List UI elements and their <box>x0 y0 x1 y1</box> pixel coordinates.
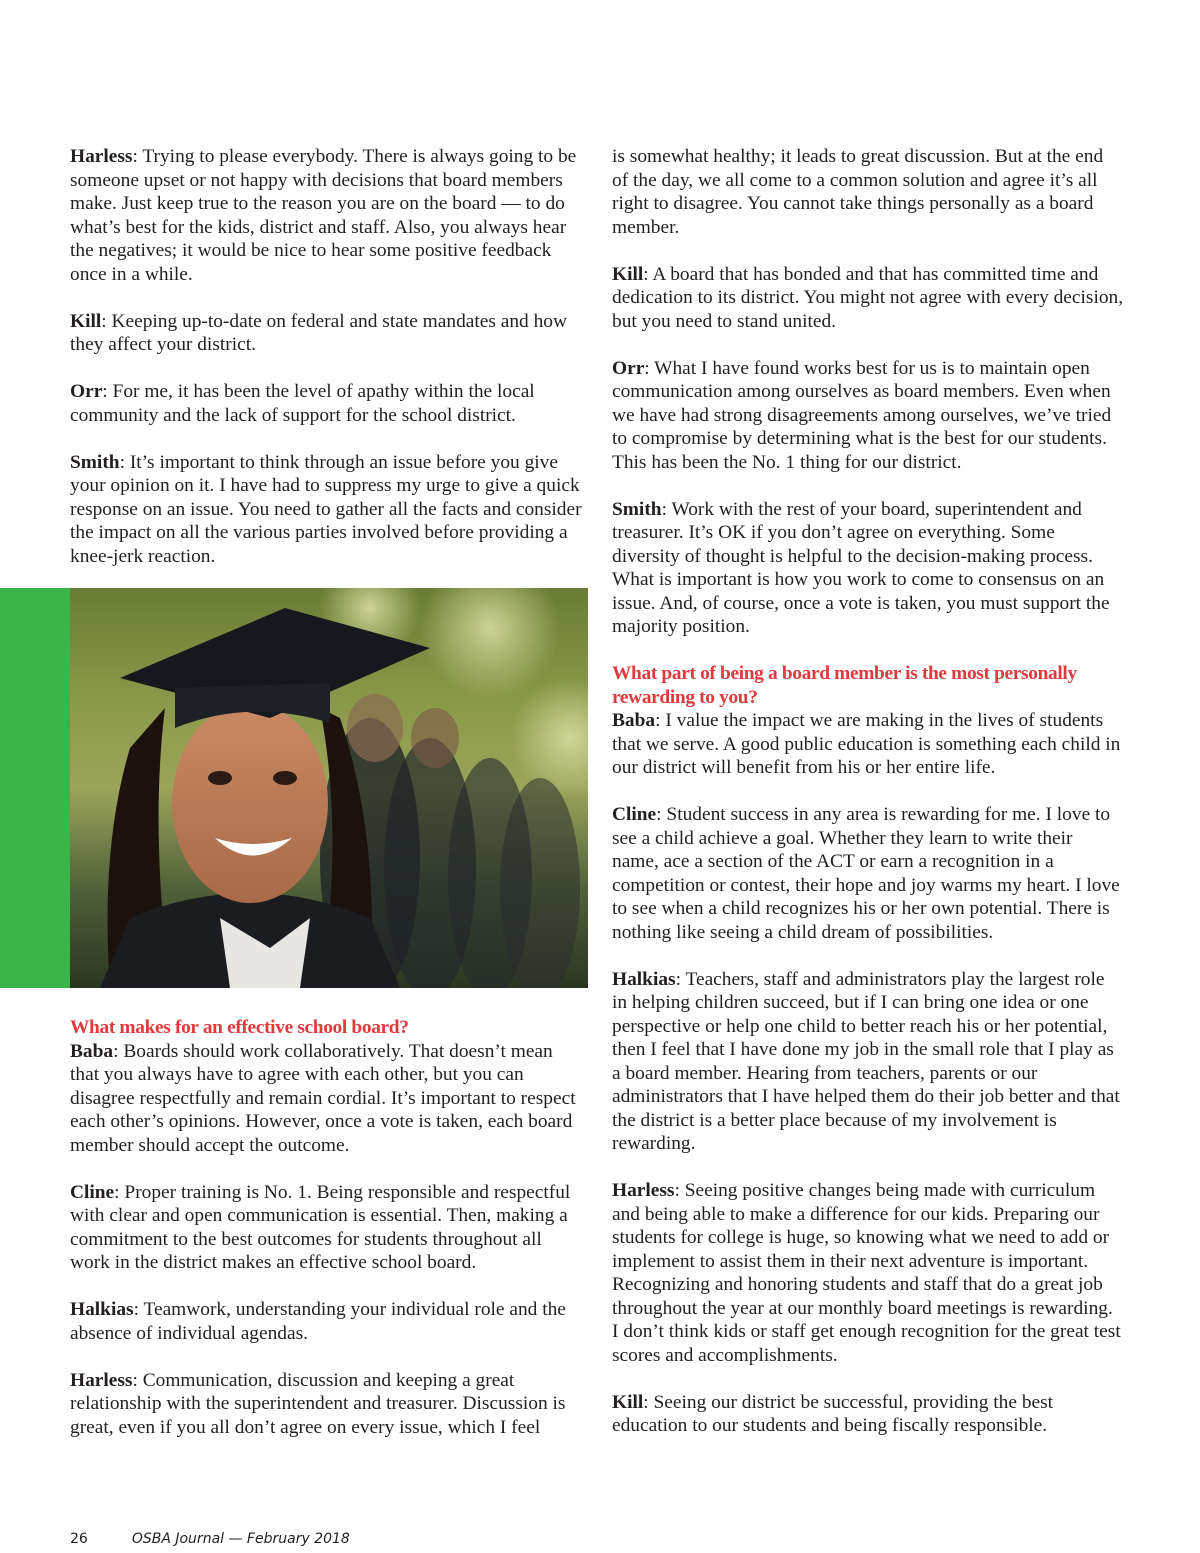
answer-paragraph <box>612 357 1124 475</box>
answer-text: : Student success in any area is rewarding for me. I love to see a child achieve a goal. Whether they learn to write their name, ace a section of the ACT or earn a recognition in a competition or contest, their hope and joy warms my heart. I love to see when a child recognizes his or her own potential. There is nothing like seeing a child dream of possibilities. <box>612 804 1120 943</box>
speaker-name: Baba <box>70 1040 114 1062</box>
right-column <box>612 145 1124 1438</box>
speaker-name: Harless <box>612 1180 675 1201</box>
answer-paragraph <box>612 498 1124 639</box>
answer-text: : Boards should work collaboratively. That doesn’t mean that you always have to agree with each other, but you can disagree respectfully and remain cordial. It’s important to respect each other’s opinions. However, once a vote is taken, each board member should accept the outcome. <box>70 1040 576 1156</box>
answer-text: : Teachers, staff and administrators play the largest role in helping children succeed, but if I can bring one idea or one perspective or help one child to better reach his or her potential, then I feel that I have done my job in the small role that I play as a board member. Hearing from teachers, parents or our administrators that I have helped them do their job better and that the district is a better place because of my involvement is rewarding. <box>612 968 1120 1154</box>
speaker-name: Harless <box>70 1369 133 1391</box>
answer-text: is somewhat healthy; it leads to great discussion. But at the end of the day, we all come to a common solution and agree it’s all right to disagree. You cannot take things personally as a board member. <box>612 146 1104 238</box>
answer-text: : Work with the rest of your board, superintendent and treasurer. It’s OK if you don’t agree on everything. Some diversity of thought is helpful to the decision-making process. What is important is how you work to come to consensus on an issue. And, of course, once a vote is taken, you must support the majority position. <box>612 498 1110 637</box>
speaker-name: Halkias <box>612 968 676 990</box>
answer-text: : A board that has bonded and that has committed time and dedication to its district. You might not agree with every decision, but you need to stand united. <box>612 263 1124 332</box>
speaker-name: Baba <box>612 710 656 731</box>
graduate-photo <box>70 588 588 988</box>
speaker-name: Kill <box>612 1391 644 1413</box>
page-number: 26 <box>70 1531 88 1547</box>
speaker-name: Smith <box>70 451 120 473</box>
answer-text: : Trying to please everybody. There is always going to be someone upset or not happy with decisions that board members make. Just keep true to the reason you are on the board — to do what’s best for the kids, district and staff. Also, you always hear the negatives; it would be nice to hear some positive feedback once in a while. <box>70 146 577 285</box>
question-block-effective <box>70 1016 582 1157</box>
answer-paragraph <box>70 145 582 286</box>
question-block-rewarding <box>612 662 1124 780</box>
answer-text: : It’s important to think through an issue before you give your opinion on it. I have had to suppress my urge to give a quick response on an issue. You need to gather all the facts and consider the impact on all the various parties involved before providing a knee-jerk reaction. <box>70 451 582 567</box>
answer-paragraph <box>70 1181 582 1275</box>
answer-paragraph <box>70 310 582 357</box>
answer-text: : Proper training is No. 1. Being responsible and respectful with clear and open communication is essential. Then, making a commitment to the best outcomes for students throughout all work in the district makes an effective school board. <box>70 1181 571 1273</box>
speaker-name: Cline <box>70 1181 115 1203</box>
speaker-name: Harless <box>70 146 133 167</box>
answer-text: : Seeing positive changes being made with curriculum and being able to make a difference for our kids. Preparing our students for college is huge, so knowing what we need to add or implement to assist them in their next adventure is important. Recognizing and honoring students and staff that do a great job throughout the year at our monthly board meetings is rewarding. I don’t think kids or staff get enough recognition for the great test scores and accomplishments. <box>612 1180 1121 1366</box>
graduate-photo-illustration <box>70 588 588 988</box>
answer-paragraph <box>70 1040 582 1158</box>
green-accent-bar <box>0 588 70 988</box>
page-footer <box>70 1531 350 1547</box>
speaker-name: Kill <box>70 310 102 332</box>
answer-text: : Keeping up-to-date on federal and state mandates and how they affect your district. <box>70 310 567 355</box>
answer-text: : Seeing our district be successful, providing the best education to our students and being fiscally responsible. <box>612 1391 1054 1436</box>
speaker-name: Halkias <box>70 1299 134 1320</box>
publication-name: OSBA Journal — February 2018 <box>131 1531 350 1547</box>
answer-text: : Teamwork, understanding your individual role and the absence of individual agendas. <box>70 1299 566 1344</box>
speaker-name: Smith <box>612 498 662 520</box>
speaker-name: Cline <box>612 804 657 825</box>
speaker-name: Kill <box>612 263 644 285</box>
answer-text: : For me, it has been the level of apathy within the local community and the lack of support for the school district. <box>70 381 535 426</box>
answer-paragraph <box>70 451 582 569</box>
answer-text: : I value the impact we are making in the lives of students that we serve. A good public education is something each child in our district will benefit from his or her entire life. <box>612 710 1121 778</box>
answer-paragraph <box>70 380 582 427</box>
answer-paragraph <box>70 1369 582 1440</box>
answer-paragraph <box>612 1391 1124 1438</box>
answer-text: : Communication, discussion and keeping a great relationship with the superintendent and treasurer. Discussion is great, even if you all don’t agree on every issue, which I feel <box>70 1369 566 1438</box>
speaker-name: Orr <box>70 381 103 402</box>
answer-paragraph <box>612 145 1124 239</box>
answer-paragraph <box>612 968 1124 1156</box>
question-heading: What part of being a board member is the most personally rewarding to you? <box>612 663 1077 708</box>
answer-paragraph <box>612 263 1124 334</box>
answer-text: : What I have found works best for us is to maintain open communication among ourselves as board members. Even when we have had strong disagreements among ourselves, we’ve tried to compromise by determining what is the best for our students. This has been the No. 1 thing for our district. <box>612 357 1112 473</box>
question-heading: What makes for an effective school board? <box>70 1017 409 1038</box>
answer-paragraph <box>612 1179 1124 1367</box>
answer-paragraph <box>70 1298 582 1345</box>
answer-paragraph <box>612 709 1124 780</box>
left-column-bottom <box>70 1016 582 1439</box>
left-column-top <box>70 145 582 568</box>
answer-paragraph <box>612 803 1124 944</box>
speaker-name: Orr <box>612 357 645 379</box>
